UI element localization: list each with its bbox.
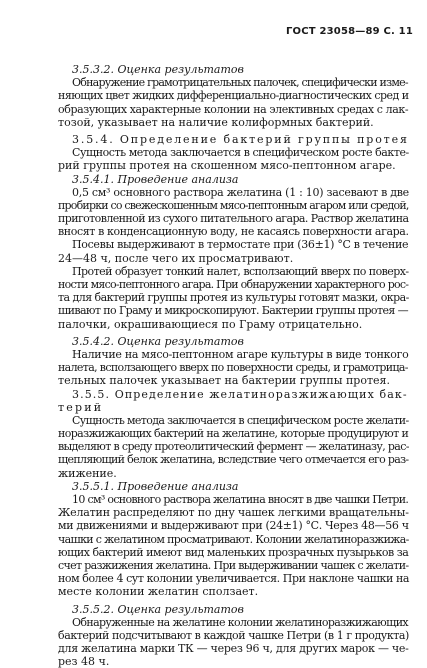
text-line: Протей образует тонкий налет, всползающий вверх по поверх- xyxy=(72,264,409,278)
text-line: норазжижающих бактерий на желатине, которые продуцируют и xyxy=(58,427,409,441)
text-line: щепляющий белок желатина, вследствие чего отмечается его раз- xyxy=(58,453,409,467)
subsection-heading: 3.5.3.2. Оценка результатов xyxy=(72,63,244,76)
text-line: няющих цвет жидких дифференциально-диагностических сред и xyxy=(58,89,409,103)
text-line: ности мясо-пептонного агара. При обнаружении характерного рос- xyxy=(58,278,409,291)
text-line: жижение. xyxy=(58,466,117,480)
text-line: Желатин распределяют по дну чашек легкими вращательны- xyxy=(58,506,409,520)
text-line: чашки с желатином просматривают. Колонии желатиноразжижа- xyxy=(58,532,409,546)
text-line: счет разжижения желатина. При выдерживании чашек с желати- xyxy=(58,558,409,572)
text-line: рий группы протея на скошенном мясо-пептонном агаре. xyxy=(58,159,396,173)
text-line: 10 см³ основного раствора желатина вносят в две чашки Петри. xyxy=(72,493,409,506)
text-line: ном более 4 сут колонии увеличивается. При наклоне чашки на xyxy=(58,572,409,586)
text-line: Сущность метода заключается в специфическом росте бакте- xyxy=(72,146,409,160)
page-header: ГОСТ 23058—89 С. 11 xyxy=(285,26,413,37)
text-line: Наличие на мясо-пептонном агаре культуры в виде тонкого xyxy=(72,347,409,361)
text-line: месте колонии желатин сползает. xyxy=(58,585,259,599)
text-line: Обнаруженные на желатине колонии желатиноразжижающих xyxy=(72,615,408,629)
text-line: ющих бактерий имеют вид маленьких прозрачных пузырьков за xyxy=(58,545,409,559)
section-heading: 3.5.5. Определение желатиноразжижающих бак- xyxy=(72,387,408,401)
text-line: вносят в конденсационную воду, не касаясь поверхности агара. xyxy=(58,225,409,239)
text-line: тозой, указывает на наличие колиформных бактерий. xyxy=(58,115,374,129)
text-line: пробирки со свежескошенным мясо-пептонным агаром или средой, xyxy=(58,198,409,212)
document-body xyxy=(58,63,410,668)
text-line: шивают по Граму и микроскопируют. Бактерии группы протея — xyxy=(58,304,409,318)
section-heading: терий xyxy=(58,400,104,414)
text-line: ми движениями и выдерживают при (24±1) °С. Через 48—56 ч xyxy=(58,519,409,533)
text-line: бактерий подсчитывают в каждой чашке Петри (в 1 г продукта) xyxy=(58,628,409,642)
text-line: приготовленной из сухого питательного агара. Раствор желатина xyxy=(58,212,409,226)
text-line: для желатина марки ТК — через 96 ч, для других марок — че- xyxy=(58,642,409,656)
text-line: налета, всползающего вверх по поверхности среды, и грамотрица- xyxy=(58,361,408,375)
text-line: палочки, окрашивающиеся по Граму отрицательно. xyxy=(58,317,363,331)
subsection-heading: 3.5.4.2. Оценка результатов xyxy=(72,334,244,348)
text-line: та для бактерий группы протея из культуры готовят мазки, окра- xyxy=(58,291,409,305)
subsection-heading: 3.5.5.2. Оценка результатов xyxy=(72,602,244,616)
text-line: Сущность метода заключается в специфическом росте желати- xyxy=(72,413,409,427)
text-line: 0,5 см³ основного раствора желатина (1 : 10) засевают в две xyxy=(72,185,409,199)
text-line: выделяют в среду протеолитический фермент — желатиназу, рас- xyxy=(58,440,409,454)
subsection-heading: 3.5.5.1. Проведение анализа xyxy=(72,479,239,493)
text-line: 24—48 ч, после чего их просматривают. xyxy=(58,251,294,265)
section-heading: 3.5.4. Определение бактерий группы протея xyxy=(72,132,409,146)
text-line: тельных палочек указывает на бактерии группы протея. xyxy=(58,374,390,388)
text-line: образующих характерные колонии на элективных средах с лак- xyxy=(58,102,409,116)
text-line: Обнаружение грамотрицательных палочек, специфически изме- xyxy=(72,76,408,90)
text-line: Посевы выдерживают в термостате при (36±1) °С в течение xyxy=(72,238,409,252)
subsection-heading: 3.5.4.1. Проведение анализа xyxy=(72,172,239,186)
text-line: рез 48 ч. xyxy=(58,655,110,668)
